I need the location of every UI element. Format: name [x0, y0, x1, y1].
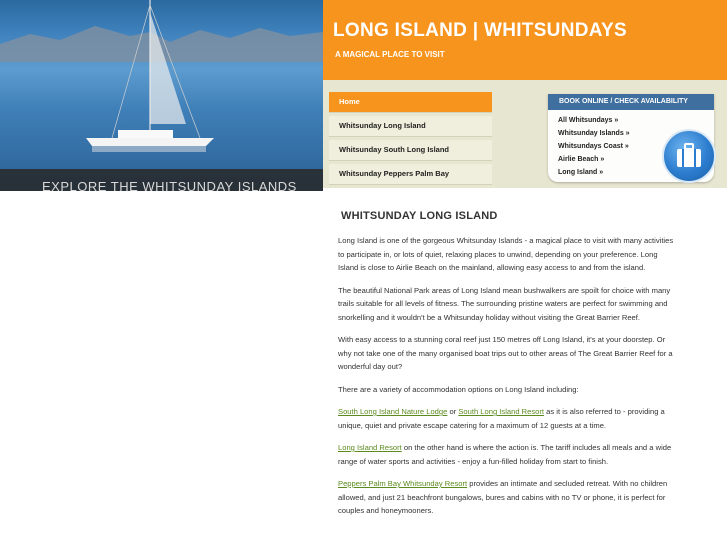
booking-link-whitsundays-coast[interactable]: Whitsundays Coast »	[558, 143, 629, 150]
site-tagline: A MAGICAL PLACE TO VISIT	[335, 50, 445, 59]
link-south-long-island-nature-lodge[interactable]: South Long Island Nature Lodge	[338, 407, 448, 416]
menu-item-south-long-island[interactable]: Whitsunday South Long Island	[329, 140, 492, 161]
suitcase-icon[interactable]	[662, 129, 716, 183]
booking-link-all-whitsundays[interactable]: All Whitsundays »	[558, 117, 619, 124]
or-text: or	[447, 407, 459, 416]
menu-item-peppers-palm-bay[interactable]: Whitsunday Peppers Palm Bay	[329, 164, 492, 185]
site-header	[323, 0, 727, 80]
menu-item-home[interactable]: Home	[329, 92, 492, 113]
national-park-paragraph: The beautiful National Park areas of Long Island mean bushwalkers are spoilt for choice with many trails suitable for all levels of fitness. The surrounding pristine waters are perfect for swimming and snorkelling and it wouldn't be a Whitsunday holiday without visiting the Great Barrier Reef.	[338, 285, 671, 322]
header-photo	[0, 0, 323, 191]
suitcase-glyph	[675, 142, 703, 170]
photo-caption: EXPLORE THE WHITSUNDAY ISLANDS	[42, 179, 297, 191]
menu-item-whitsunday-long-island[interactable]: Whitsunday Long Island	[329, 116, 492, 137]
peppers-text: provides an intimate and secluded retreat. With no children allowed, and just 21 beachfront bungalows, bures and cabins with no TV or phone, it is perfect for couples and honeymooners.	[338, 479, 668, 515]
link-peppers-palm-bay[interactable]: Peppers Palm Bay Whitsunday Resort	[338, 479, 468, 488]
page-title: WHITSUNDAY LONG ISLAND	[341, 210, 498, 222]
long-island-resort-text: on the other hand is where the action is. The tariff includes all meals and a wide range of water sports and activities - enjoy a fun-filled holiday from start to finish.	[338, 443, 672, 466]
peppers-paragraph	[338, 477, 678, 518]
south-long-island-text: as it is also referred to - providing a unique, quiet and private escape catering for a maximum of 12 guests at a time.	[338, 407, 665, 430]
sailboat	[0, 0, 323, 191]
link-south-long-island-resort[interactable]: South Long Island Resort	[458, 407, 545, 416]
photo-caption-band	[0, 169, 323, 191]
booking-heading: BOOK ONLINE / CHECK AVAILABILITY	[548, 94, 714, 110]
booking-link-whitsunday-islands[interactable]: Whitsunday Islands »	[558, 130, 630, 137]
accommodation-intro: There are a variety of accommodation options on Long Island including:	[338, 384, 579, 394]
site-title[interactable]: LONG ISLAND | WHITSUNDAYS	[333, 20, 627, 41]
booking-link-airlie-beach[interactable]: Airlie Beach »	[558, 156, 605, 163]
reef-paragraph: With easy access to a stunning coral reef just 150 metres off Long Island, it's at your doorstep. Or why not take one of the many organised boat trips out to other areas of The Great Barrier Reef for a wonderful day out?	[338, 335, 673, 371]
long-island-resort-paragraph	[338, 441, 678, 468]
intro-paragraph: Long Island is one of the gorgeous Whitsunday Islands - a magical place to visit with many activities to participate in, or lots of quiet, relaxing places to unwind, depending on your preference. Long Island is close to Airlie Beach on the mainland, allowing easy access to and from the island.	[338, 236, 674, 272]
booking-link-long-island[interactable]: Long Island »	[558, 169, 604, 176]
main-content	[338, 210, 678, 527]
south-long-island-paragraph	[338, 405, 678, 432]
main-menu	[329, 92, 492, 188]
link-long-island-resort[interactable]: Long Island Resort	[338, 443, 402, 452]
